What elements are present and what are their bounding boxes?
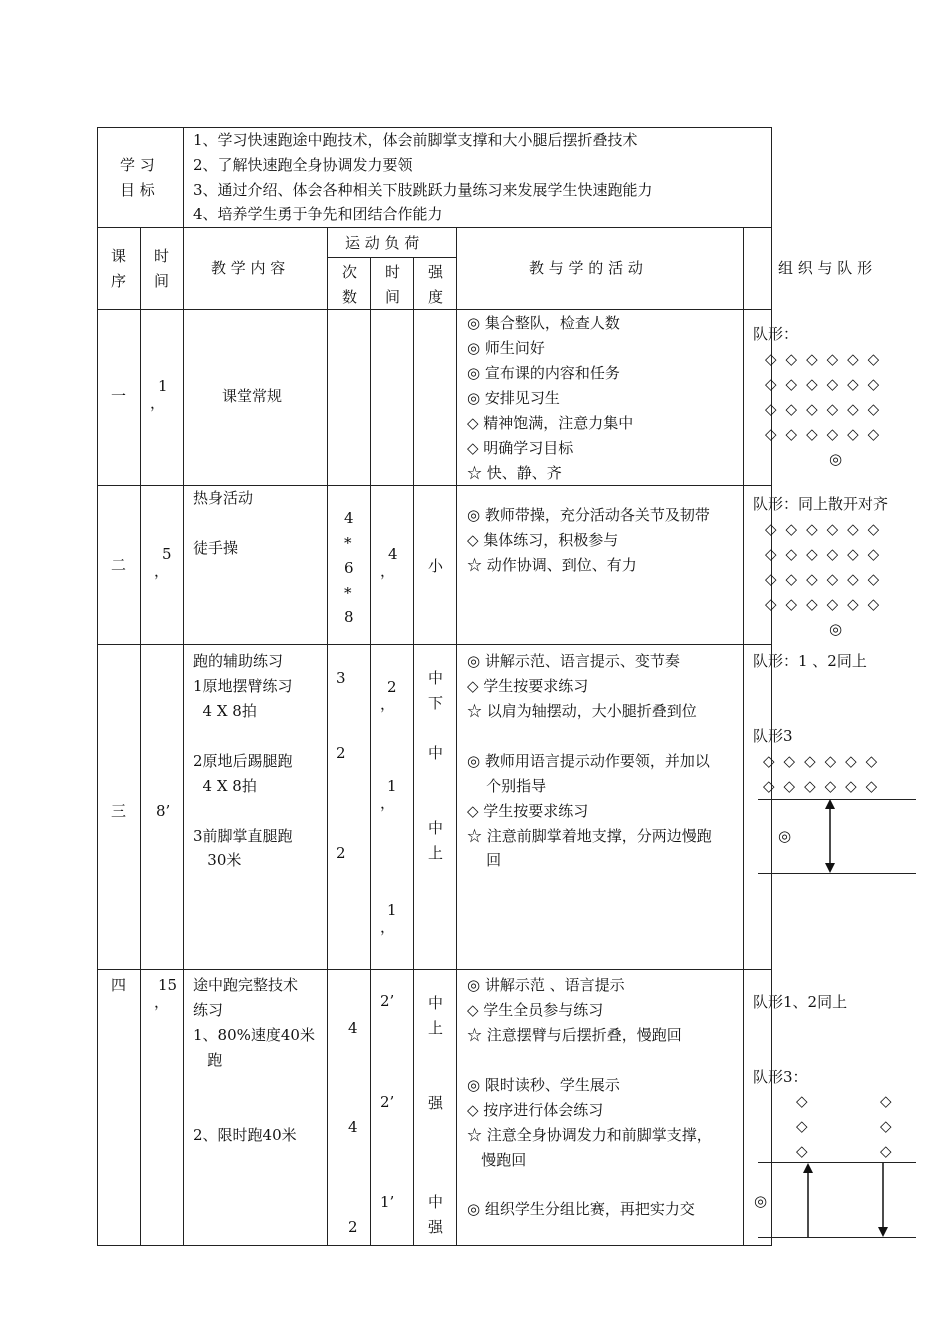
row3-intensity: 中 xyxy=(428,819,444,837)
row3-content: 1原地摆臂练习 xyxy=(193,677,293,695)
table-line xyxy=(327,257,457,258)
goal-item: 1、学习快速跑途中跑技术，体会前脚掌支撑和大小腿后摆折叠技术 xyxy=(193,131,638,149)
goals-label-line2: 目 标 xyxy=(120,181,155,199)
activity-line: ◎ 宣布课的内容和任务 xyxy=(467,364,620,382)
goals-label-line1: 学 习 xyxy=(120,156,155,174)
activity-line: ☆ 注意全身协调发力和前脚掌支撑， xyxy=(467,1126,712,1144)
student-diamond: ◇ xyxy=(796,1142,808,1160)
table-line xyxy=(456,227,457,1246)
row4-content: 2、限时跑40米 xyxy=(193,1126,297,1144)
row3-dur: ， xyxy=(380,794,396,812)
row3-dur: 1 xyxy=(387,901,397,919)
activity-line: ◎ 集合整队，检查人数 xyxy=(467,314,620,332)
row4-dur: 1’ xyxy=(380,1193,395,1211)
row2-num: 二 xyxy=(111,556,127,574)
row4-content: 途中跑完整技术 xyxy=(193,976,299,994)
teacher-icon: ◎ xyxy=(754,1192,768,1210)
row4-intensity: 上 xyxy=(428,1019,444,1037)
row3-dur: 1 xyxy=(387,777,397,795)
table-line xyxy=(140,227,141,1246)
row4-intensity: 强 xyxy=(428,1218,444,1236)
table-border-top xyxy=(97,127,772,128)
formation-label: 队形3： xyxy=(753,1068,808,1086)
row3-intensity: 中 xyxy=(428,744,444,762)
header-dur: 间 xyxy=(385,288,401,306)
table-line xyxy=(97,309,772,310)
activity-line: ☆ 注意前脚掌着地支撑，分两边慢跑 xyxy=(467,827,712,845)
formation-label: 队形3 xyxy=(753,727,793,745)
student-diamond-row: ◇◇◇◇◇◇ xyxy=(763,752,887,770)
table-line xyxy=(183,127,184,1246)
row1-time: ， xyxy=(150,394,166,412)
student-diamond-row: ◇◇◇◇◇◇ xyxy=(763,777,887,795)
header-time: 时 xyxy=(154,247,170,265)
activity-line: ◇ 按序进行体会练习 xyxy=(467,1101,604,1119)
row2-content: 徒手操 xyxy=(193,539,239,557)
table-line xyxy=(97,485,772,486)
header-activity: 教 与 学 的 活 动 xyxy=(529,259,643,277)
student-diamond-row: ◇◇◇◇◇◇ xyxy=(765,545,889,563)
student-diamond-row: ◇◇◇◇◇◇ xyxy=(765,520,889,538)
row3-time: 8’ xyxy=(156,802,171,820)
row3-intensity: 下 xyxy=(428,694,444,712)
row2-time: ， xyxy=(154,562,170,580)
activity-line: 回 xyxy=(467,851,502,869)
student-diamond: ◇ xyxy=(880,1117,892,1135)
row3-num: 三 xyxy=(111,802,127,820)
header-time: 间 xyxy=(154,272,170,290)
activity-line: ◎ 教师带操，充分活动各关节及韧带 xyxy=(467,506,710,524)
student-diamond-row: ◇◇◇◇◇◇ xyxy=(765,375,889,393)
goal-item: 3、通过介绍、体会各种相关下肢跳跃力量练习来发展学生快速跑能力 xyxy=(193,181,653,199)
row4-time: 15 xyxy=(158,976,178,994)
row3-dur: ， xyxy=(380,918,396,936)
activity-line: ◇ 精神饱满，注意力集中 xyxy=(467,414,634,432)
activity-line: ◎ 讲解示范、语言提示、变节奏 xyxy=(467,652,680,670)
row3-reps: 2 xyxy=(336,844,346,862)
row2-time: 5 xyxy=(162,545,172,563)
row1-num: 一 xyxy=(111,387,127,405)
header-intensity: 度 xyxy=(428,288,444,306)
header-reps: 数 xyxy=(342,288,358,306)
student-diamond-row: ◇◇◇◇◇◇ xyxy=(765,350,889,368)
header-reps: 次 xyxy=(342,263,358,281)
table-line xyxy=(97,227,772,228)
row2-intensity: 小 xyxy=(428,557,444,575)
goal-item: 4、培养学生勇于争先和团结合作能力 xyxy=(193,205,443,223)
row2-reps: 6 xyxy=(344,559,354,577)
activity-line: ◎ 教师用语言提示动作要领，并加以 xyxy=(467,752,710,770)
row4-reps: 4 xyxy=(348,1019,358,1037)
student-diamond: ◇ xyxy=(796,1117,808,1135)
activity-line: ☆ 动作协调、到位、有力 xyxy=(467,556,637,574)
activity-line: 个别指导 xyxy=(467,777,547,795)
row2-dur: 4 xyxy=(388,545,398,563)
student-diamond-row: ◇◇◇◇◇◇ xyxy=(765,570,889,588)
table-border-bottom xyxy=(97,1245,772,1246)
row2-reps: 8 xyxy=(344,608,354,626)
student-diamond-row: ◇◇◇◇◇◇ xyxy=(765,595,889,613)
activity-line: ◇ 集体练习，积极参与 xyxy=(467,531,619,549)
row2-dur: ， xyxy=(380,562,396,580)
row4-content: 练习 xyxy=(193,1001,224,1019)
formation-label: 队形：同上散开对齐 xyxy=(753,495,889,513)
double-arrow-icon xyxy=(820,799,840,874)
row4-num: 四 xyxy=(111,976,127,994)
row4-intensity: 中 xyxy=(428,994,444,1012)
header-dur: 时 xyxy=(385,263,401,281)
header-content: 教 学 内 容 xyxy=(211,259,286,277)
up-arrow-icon xyxy=(798,1163,818,1238)
row3-dur: ， xyxy=(380,695,396,713)
row4-dur: 2’ xyxy=(380,1093,395,1111)
header-formation: 组 织 与 队 形 xyxy=(778,259,873,277)
header-order: 课 xyxy=(111,247,127,265)
goal-item: 2、了解快速跑全身协调发力要领 xyxy=(193,156,413,174)
student-diamond-row: ◇◇◇◇◇◇ xyxy=(765,400,889,418)
row1-time: 1 xyxy=(158,377,168,395)
row4-intensity: 中 xyxy=(428,1193,444,1211)
row4-dur: 2’ xyxy=(380,992,395,1010)
row4-content: 跑 xyxy=(193,1051,223,1069)
table-line xyxy=(413,257,414,1246)
row3-intensity: 上 xyxy=(428,844,444,862)
row3-reps: 3 xyxy=(336,669,346,687)
activity-line: ☆ 以肩为轴摆动，大小腿折叠到位 xyxy=(467,702,697,720)
row3-intensity: 中 xyxy=(428,669,444,687)
activity-line: ◇ 学生按要求练习 xyxy=(467,802,589,820)
header-intensity: 强 xyxy=(428,263,444,281)
table-line xyxy=(97,644,772,645)
row4-intensity: 强 xyxy=(428,1094,444,1112)
table-line xyxy=(97,969,772,970)
student-diamond: ◇ xyxy=(880,1092,892,1110)
row3-content: 3前脚掌直腿跑 xyxy=(193,827,293,845)
table-line xyxy=(743,227,744,1246)
row4-reps: 4 xyxy=(348,1118,358,1136)
header-load: 运 动 负 荷 xyxy=(345,234,420,252)
teacher-icon: ◎ xyxy=(778,827,792,845)
table-border-left xyxy=(97,127,98,1246)
row3-content: 2原地后踢腿跑 xyxy=(193,752,293,770)
row3-dur: 2 xyxy=(387,678,397,696)
row3-content: 30米 xyxy=(193,851,242,869)
activity-line: ☆ 快、静、齐 xyxy=(467,464,562,482)
row3-content: 4 X 8拍 xyxy=(193,777,257,795)
activity-line: ◎ 师生问好 xyxy=(467,339,545,357)
row3-content: 4 X 8拍 xyxy=(193,702,257,720)
activity-line: 慢跑回 xyxy=(467,1151,527,1169)
table-line xyxy=(370,257,371,1246)
teacher-icon: ◎ xyxy=(829,620,843,638)
activity-line: ◎ 讲解示范 、语言提示 xyxy=(467,976,625,994)
row4-content: 1、80%速度40米 xyxy=(193,1026,315,1044)
row2-reps: * xyxy=(344,584,352,602)
activity-line: ☆ 注意摆臂与后摆折叠，慢跑回 xyxy=(467,1026,682,1044)
activity-line: ◇ 学生全员参与练习 xyxy=(467,1001,604,1019)
down-arrow-icon xyxy=(873,1163,893,1238)
row3-content: 跑的辅助练习 xyxy=(193,652,284,670)
row4-reps: 2 xyxy=(348,1218,358,1236)
activity-line: ◎ 安排见习生 xyxy=(467,389,560,407)
student-diamond: ◇ xyxy=(796,1092,808,1110)
formation-label: 队形1、2同上 xyxy=(753,993,848,1011)
activity-line: ◎ 限时读秒、学生展示 xyxy=(467,1076,620,1094)
activity-line: ◇ 学生按要求练习 xyxy=(467,677,589,695)
activity-line: ◎ 组织学生分组比赛，再把实力交 xyxy=(467,1200,695,1218)
formation-label: 队形：1 、2同上 xyxy=(753,652,867,670)
row4-time: ， xyxy=(154,993,170,1011)
formation-label: 队形： xyxy=(753,325,799,343)
header-order: 序 xyxy=(111,272,127,290)
table-line xyxy=(327,227,328,1246)
student-diamond-row: ◇◇◇◇◇◇ xyxy=(765,425,889,443)
row2-reps: * xyxy=(344,534,352,552)
activity-line: ◇ 明确学习目标 xyxy=(467,439,574,457)
row2-reps: 4 xyxy=(344,509,354,527)
student-diamond: ◇ xyxy=(880,1142,892,1160)
row1-content: 课堂常规 xyxy=(222,387,283,405)
row3-reps: 2 xyxy=(336,744,346,762)
teacher-icon: ◎ xyxy=(829,450,843,468)
row2-content: 热身活动 xyxy=(193,489,254,507)
